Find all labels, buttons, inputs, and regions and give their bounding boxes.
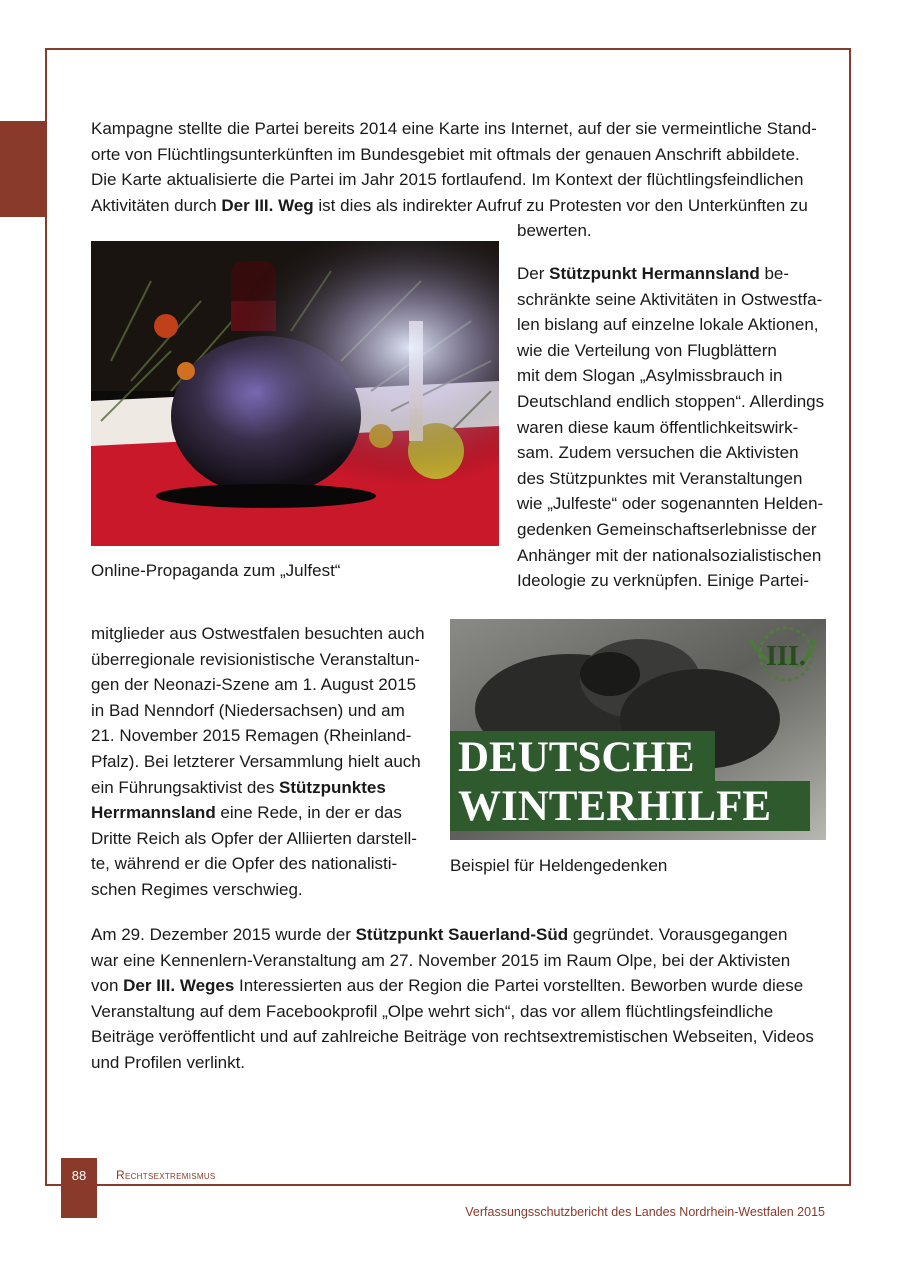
paragraph-hermannsland: Der Stützpunkt Hermannsland be- schränkte seine Aktivitäten in Ostwestfa- len bislang auf einzelne lokale Aktionen, wie die Verteilung von Flugblättern mit dem Slogan „Asylmissbrauch in Deutschland endlich stoppen“. Allerdings waren diese kaum öffentlichkeitswirk- sam. Zudem versuchen die Aktivisten des Stützpunktes mit Veranstaltungen wie „Julfeste“ oder sogenannten Helden- gedenken Gemeinschaftserlebnisse der Anhänger mit der nationalsozialistischen Ideologie zu verknüpfen. Einige Partei- xyxy=(517,261,824,594)
text-line: orte von Flüchtlingsunterkünften im Bundesgebiet mit oftmals der genauen Anschrift abbildete. xyxy=(91,144,800,164)
text-line: von Der III. Weges Interessierten aus der Region die Partei vorstellten. Beworben wurde diese xyxy=(91,976,804,996)
paragraph-intro xyxy=(91,116,817,218)
paragraph-ostwestfalen: mitglieder aus Ostwestfalen besuchten auch überregionale revisionistische Veranstaltun- gen der Neonazi-Szene am 1. August 2015 in Bad Nenndorf (Niedersachsen) und am 21. November 2015 Remagen (Rheinland- Pfalz). Bei letzterer Versammlung hielt auch ein Führungsaktivist des Stützpunktes Herrmannsland eine Rede, in der er das Dritte Reich als Opfer der Alliierten darstell- te, während er die Opfer des nationalisti- schen Regimes verschwieg. xyxy=(91,624,425,899)
emblem-label: III. xyxy=(766,641,806,672)
paragraph-sauerland: Am 29. Dezember 2015 wurde der Stützpunkt Sauerland-Süd gegründet. Vorausgegangen war eine Kennenlern-Veranstaltung am 27. November 2015 im Raum Olpe, bei der Aktivisten von Der III. Weges Interessierten aus der Region die Partei vorstellten. Beworben wurde diese Veranstaltung auf dem Facebookprofil „Olpe wehrt sich“, das vor allem flüchtlingsfeindliche Beiträge veröffentlicht und auf zahlreiche Beiträge von rechtsextremistischen Webseiten, Videos und Profilen verlinkt. xyxy=(91,922,814,1076)
julfest-photo xyxy=(91,241,499,546)
text-line: Die Karte aktualisierte die Partei im Jahr 2015 fortlaufend. Im Kontext der flüchtlingsfeindlichen xyxy=(91,170,804,190)
winterhilfe-graphic xyxy=(450,619,826,840)
text-line: Aktivitäten durch Der III. Weg ist dies als indirekter Aufruf zu Protesten vor den Unterkünften zu xyxy=(91,195,808,215)
report-title: Verfassungsschutzbericht des Landes Nordrhein-Westfalen 2015 xyxy=(465,1205,825,1219)
page-number: 88 xyxy=(61,1158,97,1218)
text-line: Herrmannsland eine Rede, in der er das xyxy=(91,803,402,823)
text-line: Der Stützpunkt Hermannsland be- xyxy=(517,264,790,283)
paragraph-intro-end: bewerten. xyxy=(517,221,592,240)
section-title: Rechtsextremismus xyxy=(116,1168,216,1182)
figure-caption-heldengedenken: Beispiel für Heldengedenken xyxy=(450,856,668,875)
figure-caption-julfest: Online-Propaganda zum „Julfest“ xyxy=(91,561,341,580)
text-line: Am 29. Dezember 2015 wurde der Stützpunkt Sauerland-Süd gegründet. Vorausgegangen xyxy=(91,925,788,944)
julfest-image xyxy=(91,241,499,546)
winterhilfe-image xyxy=(450,619,826,840)
chapter-tab xyxy=(0,121,46,217)
text-line: ein Führungsaktivist des Stützpunktes xyxy=(91,777,386,797)
banner-line-1: DEUTSCHE xyxy=(458,734,695,781)
banner-line-2: WINTERHILFE xyxy=(458,783,772,830)
text-line: Kampagne stellte die Partei bereits 2014 eine Karte ins Internet, auf der sie vermeintliche Stand- xyxy=(91,119,817,138)
